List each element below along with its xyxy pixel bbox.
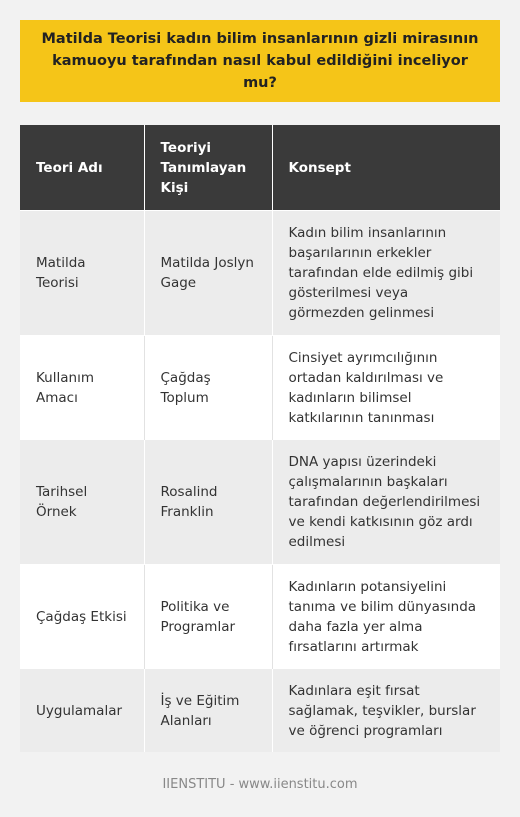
table-cell: Tarihsel Örnek	[20, 440, 144, 565]
table-body	[20, 211, 500, 753]
title-banner	[20, 20, 500, 102]
table-cell: Kadınların potansiyelini tanıma ve bilim dünyasında daha fazla yer alma fırsatlarını artırmak	[272, 565, 500, 669]
table-row	[20, 440, 500, 565]
table-cell: Matilda Teorisi	[20, 211, 144, 336]
table-cell: Çağdaş Etkisi	[20, 565, 144, 669]
table-cell: Matilda Joslyn Gage	[144, 211, 272, 336]
theory-table	[20, 125, 500, 752]
table-row	[20, 336, 500, 440]
column-header-theory-name: Teori Adı	[20, 125, 144, 211]
column-header-defined-by: Teoriyi Tanımlayan Kişi	[144, 125, 272, 211]
page-title: Matilda Teorisi kadın bilim insanlarının gizli mirasının kamuoyu tarafından nasıl kabul edildiğini inceliyor mu?	[41, 31, 479, 91]
table-row	[20, 211, 500, 336]
table-cell: Politika ve Programlar	[144, 565, 272, 669]
table-cell: Kadın bilim insanlarının başarılarının erkekler tarafından elde edilmiş gibi gösterilmesi veya görmezden gelinmesi	[272, 211, 500, 336]
table-row	[20, 669, 500, 753]
table-cell: Uygulamalar	[20, 669, 144, 753]
table-row	[20, 565, 500, 669]
header-row	[20, 125, 500, 211]
table-header	[20, 125, 500, 211]
table-cell: DNA yapısı üzerindeki çalışmalarının başkaları tarafından değerlendirilmesi ve kendi katkısının göz ardı edilmesi	[272, 440, 500, 565]
table-cell: Rosalind Franklin	[144, 440, 272, 565]
table-cell: İş ve Eğitim Alanları	[144, 669, 272, 753]
footer-credit: IIENSTITU - www.iienstitu.com	[162, 777, 358, 792]
table-cell: Çağdaş Toplum	[144, 336, 272, 440]
table-cell: Kullanım Amacı	[20, 336, 144, 440]
table-cell: Kadınlara eşit fırsat sağlamak, teşvikler, burslar ve öğrenci programları	[272, 669, 500, 753]
column-header-concept: Konsept	[272, 125, 500, 211]
table-cell: Cinsiyet ayrımcılığının ortadan kaldırılması ve kadınların bilimsel katkılarının tanınması	[272, 336, 500, 440]
